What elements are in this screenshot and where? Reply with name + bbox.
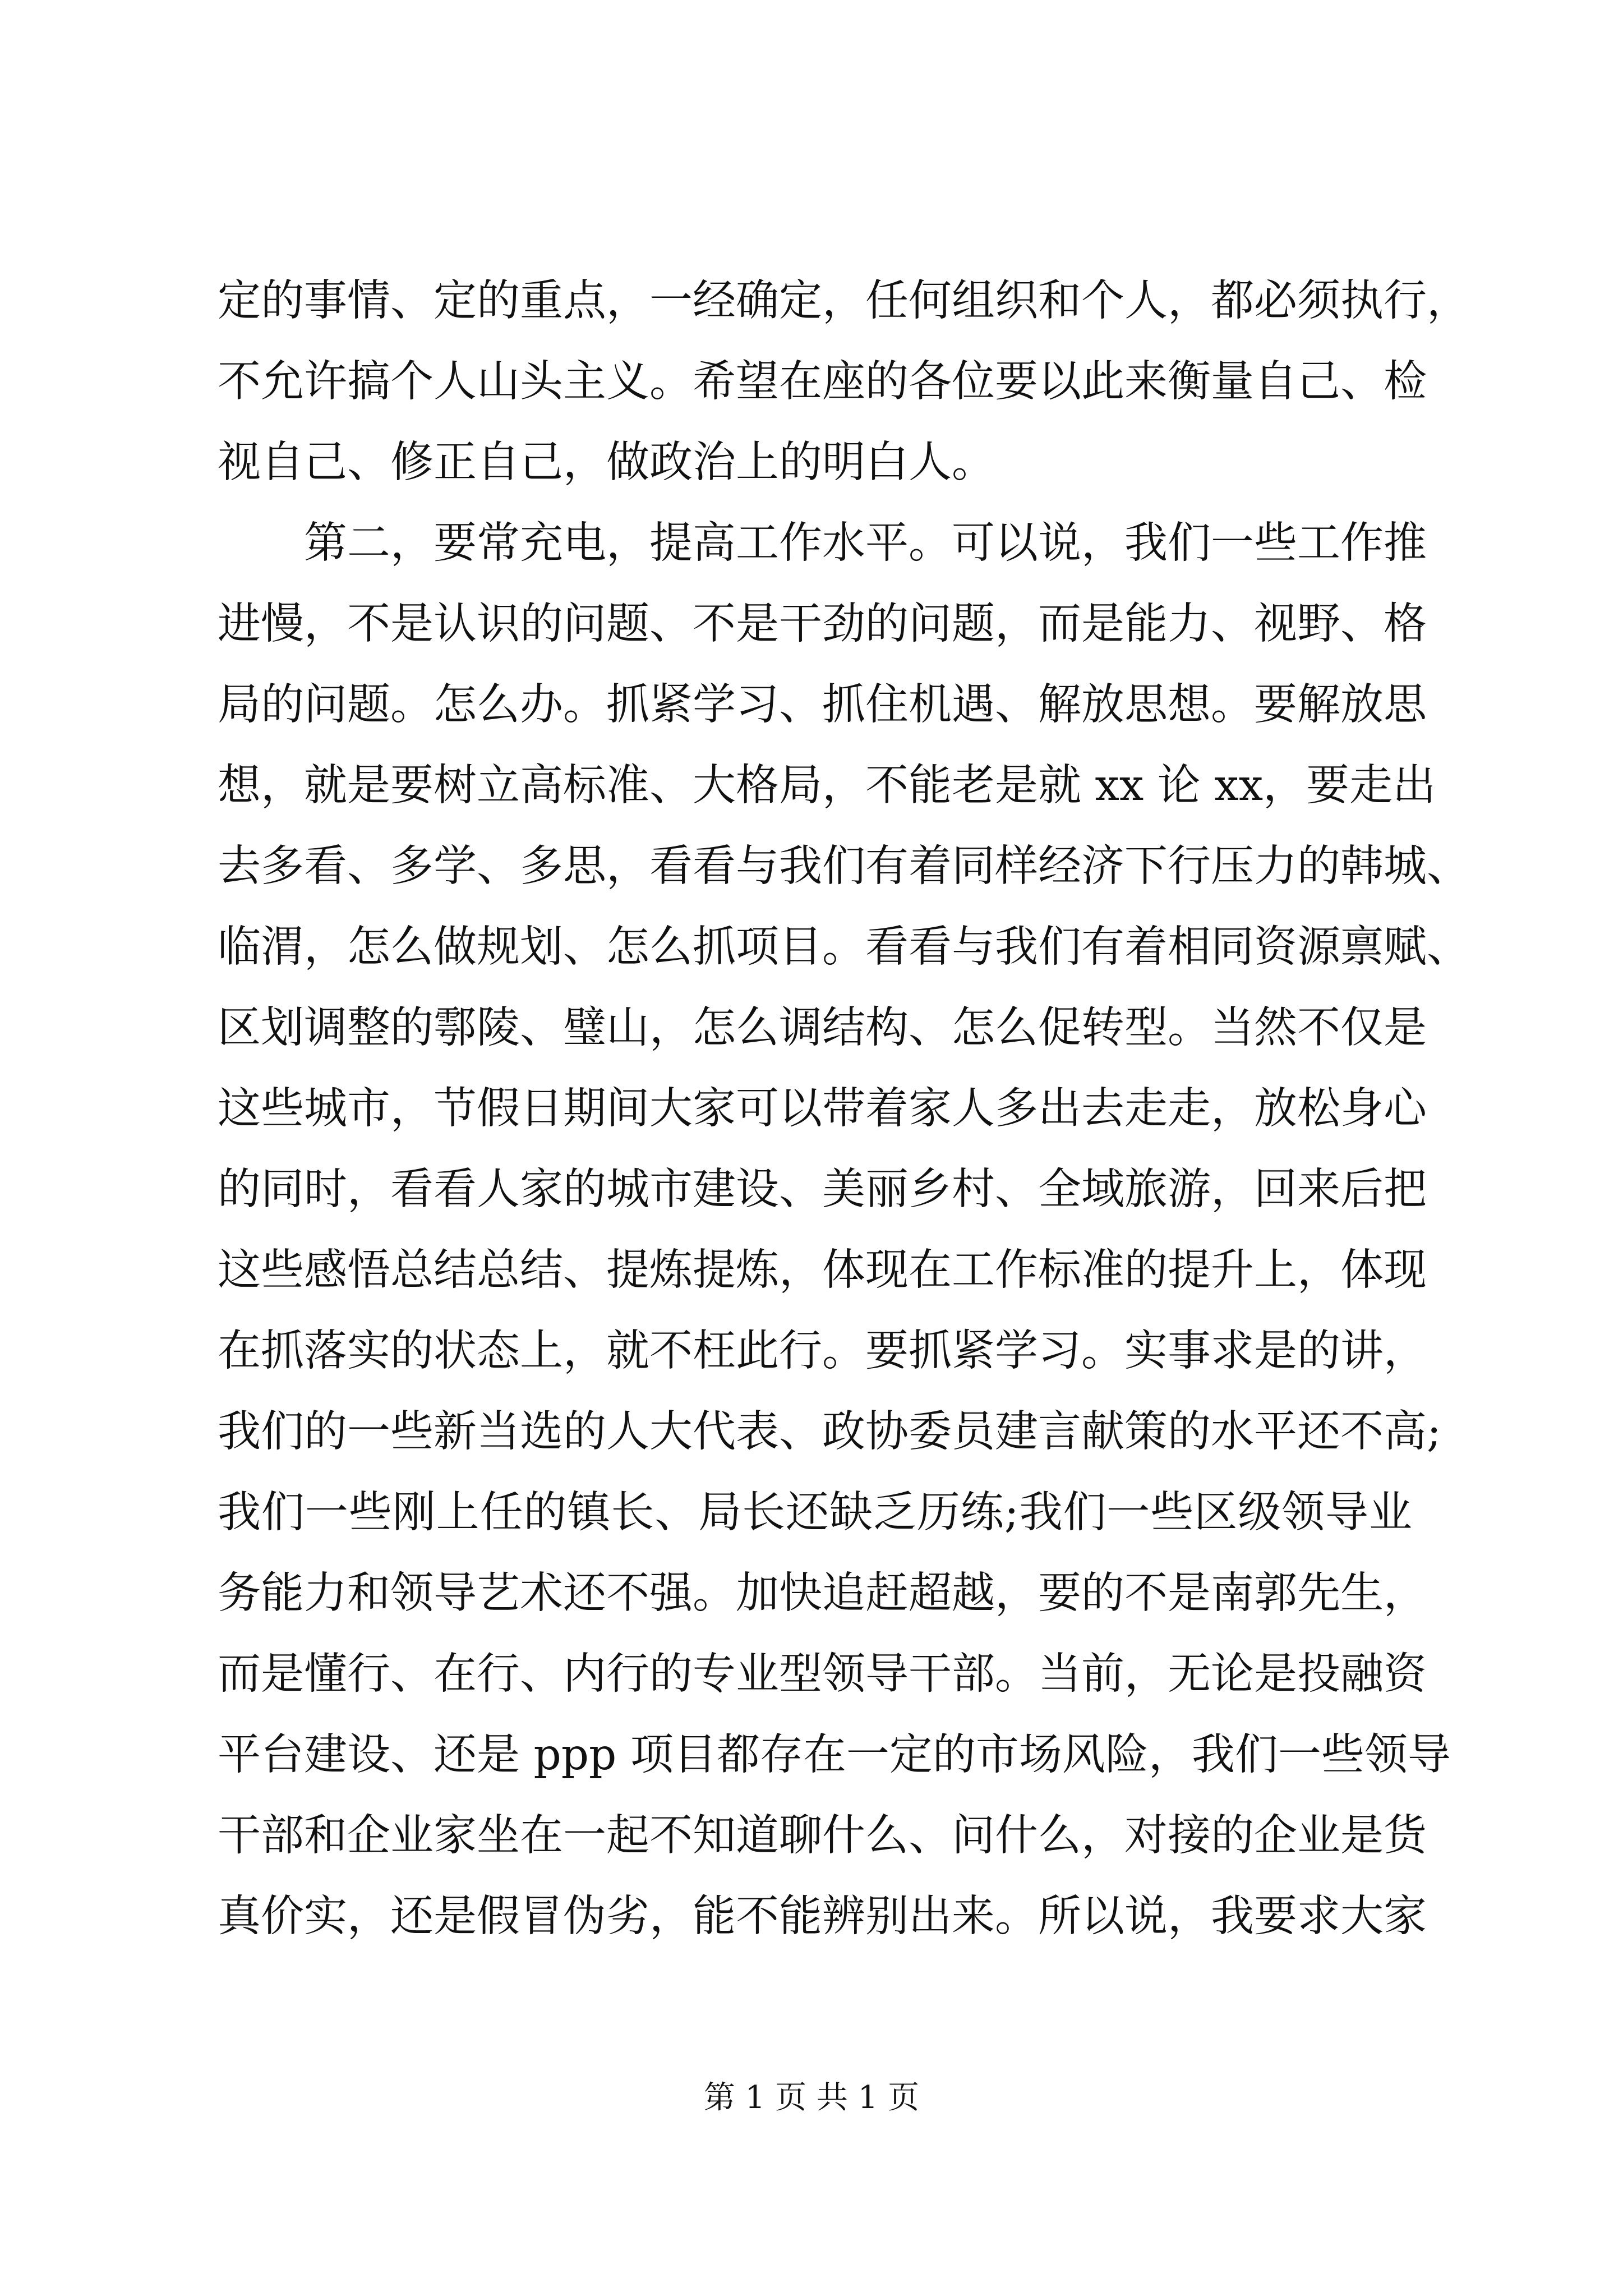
text-line: 定的事情、定的重点，一经确定，任何组织和个人，都必须执行， [218, 276, 1470, 326]
text-line: 在抓落实的状态上，就不枉此行。要抓紧学习。实事求是的讲， [218, 1326, 1427, 1376]
text-line: 去多看、多学、多思，看看与我们有着同样经济下行压力的韩城、 [218, 841, 1470, 891]
text-line: 而是懂行、在行、内行的专业型领导干部。当前，无论是投融资 [218, 1649, 1427, 1699]
text-line: 局的问题。怎么办。抓紧学习、抓住机遇、解放思想。要解放思 [218, 680, 1427, 730]
body-text [218, 261, 1470, 1957]
text-line: 不允许搞个人山头主义。希望在座的各位要以此来衡量自己、检 [218, 357, 1427, 407]
text-line: 想，就是要树立高标准、大格局，不能老是就 xx 论 xx，要走出 [218, 761, 1436, 811]
text-line: 进慢，不是认识的问题、不是干劲的问题，而是能力、视野、格 [218, 599, 1427, 649]
text-line: 我们一些刚上任的镇长、局长还缺乏历练;我们一些区级领导业 [218, 1488, 1412, 1538]
paragraph-start-line: 第二，要常充电，提高工作水平。可以说，我们一些工作推 [304, 518, 1427, 568]
text-line: 的同时，看看人家的城市建设、美丽乡村、全域旅游，回来后把 [218, 1165, 1427, 1214]
text-line: 这些感悟总结总结、提炼提炼，体现在工作标准的提升上，体现 [218, 1245, 1427, 1295]
text-line: 真价实，还是假冒伪劣，能不能辨别出来。所以说，我要求大家 [218, 1892, 1427, 1941]
text-line: 干部和企业家坐在一起不知道聊什么、问什么，对接的企业是货 [218, 1811, 1427, 1861]
page-number-footer: 第 1 页 共 1 页 [703, 2079, 920, 2116]
text-line: 这些城市，节假日期间大家可以带着家人多出去走走，放松身心 [218, 1084, 1427, 1134]
text-line: 视自己、修正自己，做政治上的明白人。 [218, 438, 995, 487]
text-line: 务能力和领导艺术还不强。加快追赶超越，要的不是南郭先生， [218, 1568, 1427, 1618]
text-line: 临渭，怎么做规划、怎么抓项目。看看与我们有着相同资源禀赋、 [218, 922, 1470, 972]
text-line: 平台建设、还是 ppp 项目都存在一定的市场风险，我们一些领导 [218, 1730, 1451, 1780]
text-line: 我们的一些新当选的人大代表、政协委员建言献策的水平还不高; [218, 1407, 1441, 1457]
text-line: 区划调整的鄠陵、璧山，怎么调结构、怎么促转型。当然不仅是 [218, 1003, 1427, 1053]
